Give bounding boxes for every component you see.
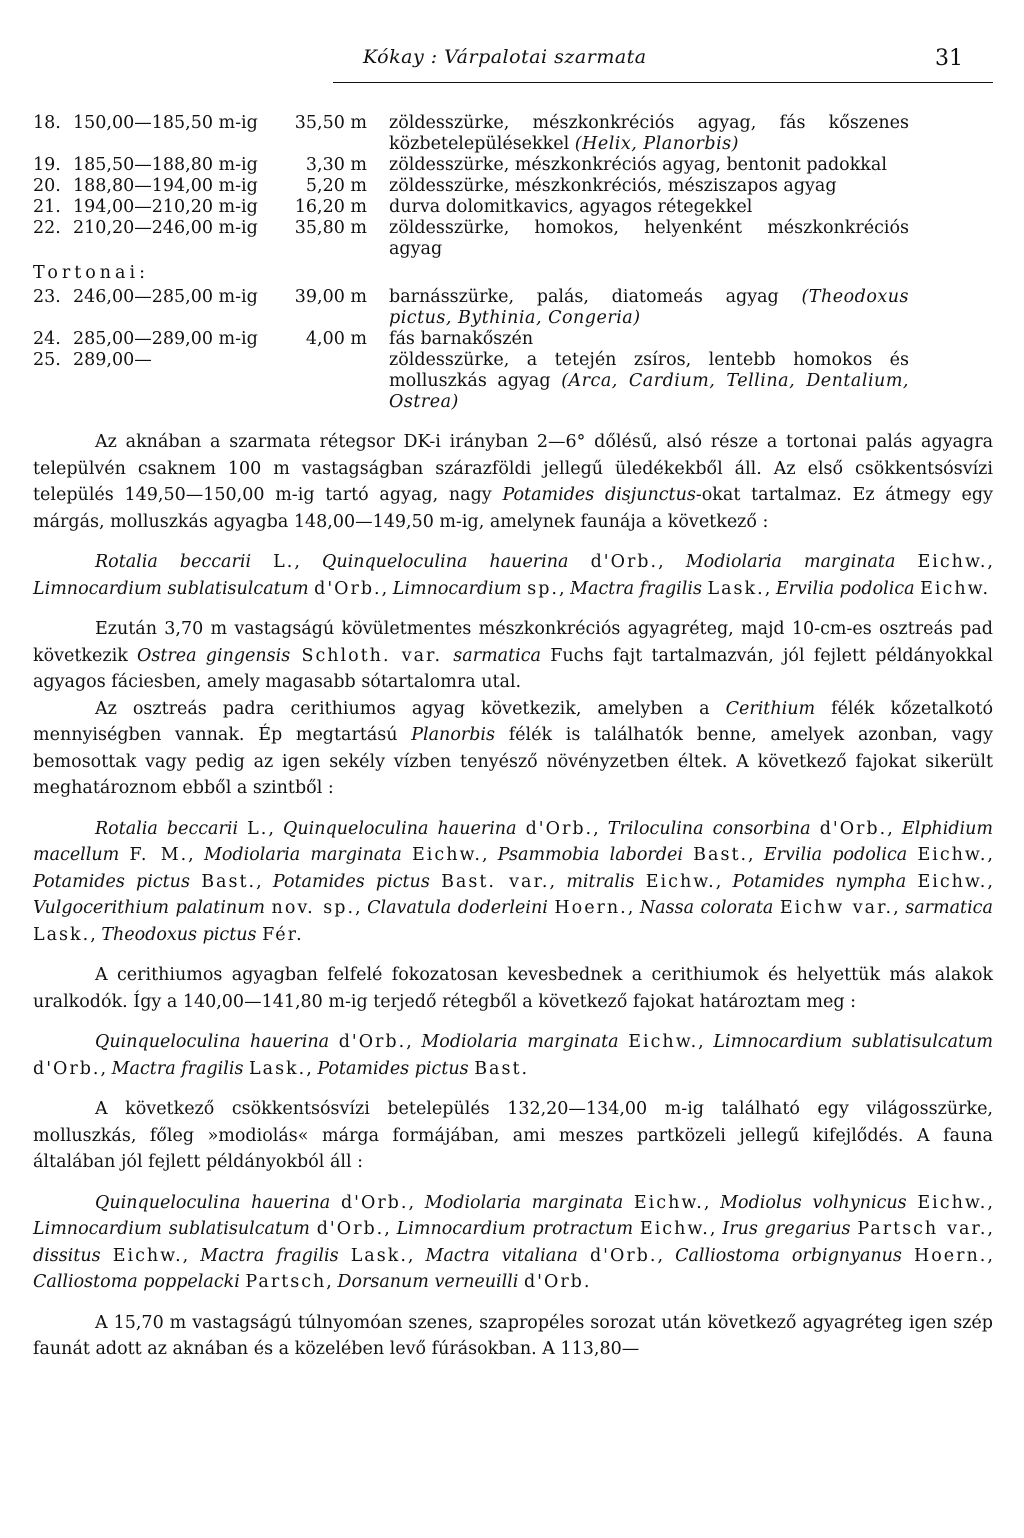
text-run: Ezután 3,70 m vastagságú kövületmentes mészkonkréciós agyagréteg, majd 10-cm-es osztreás pad következik bbox=[33, 619, 993, 666]
layer-description-text: zöldesszürke, mészkonkréciós agyag, bentonit padokkal bbox=[389, 155, 887, 175]
author-name: Bast. bbox=[693, 845, 749, 865]
author-name: Eichw. bbox=[917, 871, 988, 892]
layer-row bbox=[33, 350, 993, 413]
layer-row bbox=[33, 155, 993, 176]
text-run: Fuchs fajt tartalmazván, jól fejlett példányokkal agyagos fáciesben, amely magasabb sótartalomra utal. bbox=[33, 645, 993, 692]
species-name: Potamides disjunctus bbox=[502, 485, 696, 505]
layer-depth-range: 188,80—194,00 m-ig bbox=[73, 176, 258, 196]
species-name: dissitus bbox=[33, 1245, 101, 1266]
species-name: Cerithium bbox=[725, 698, 816, 719]
species-list: Quinqueloculina hauerina d'Orb., Modiolaria marginata Eichw., Limnocardium sublatisulcatum d'Orb., Mactra fragilis Lask., Potamides pictus Bast. bbox=[33, 1032, 993, 1079]
species-name: Mactra fragilis bbox=[111, 1058, 244, 1079]
paragraph: A 15,70 m vastagságú túlnyomóan szenes, szapropéles sorozat után következő agyagréteg igen szép faunát adott az aknában és a közelében levő fúrásokban. A 113,80— bbox=[33, 1312, 993, 1359]
author-name: Eichw. bbox=[412, 845, 482, 865]
layer-depth-range: 150,00—185,50 m-ig bbox=[73, 113, 258, 133]
layer-row bbox=[33, 197, 993, 218]
paragraph bbox=[33, 696, 993, 802]
species-name: Quinqueloculina hauerina bbox=[95, 1032, 330, 1052]
paragraph bbox=[33, 429, 993, 535]
species-name: Dorsanum verneuilli bbox=[337, 1272, 519, 1292]
species-name: Mactra vitaliana bbox=[425, 1245, 578, 1266]
species-name: Calliostoma poppelacki bbox=[33, 1272, 240, 1292]
species-name: Ervilia podolica bbox=[775, 578, 915, 599]
species-name: Ervilia podolica bbox=[763, 845, 908, 865]
layer-thickness: 4,00 m bbox=[305, 329, 367, 349]
layer-depth-range: 285,00—289,00 m-ig bbox=[73, 329, 258, 349]
author-name: nov. sp. bbox=[271, 898, 356, 918]
species-list: Rotalia beccarii L., Quinqueloculina hauerina d'Orb., Triloculina consorbina d'Orb., Elphidium macellum F. M., Modiolaria marginata Eichw., Psammobia labordei Bast., Ervilia podolica Eichw., Potamides pictus Bast., Potamides pictus Bast. var., mitralis Eichw., Potamides nympha Eichw., Vulgocerithium palatinum nov. sp., Clavatula doderleini Hoern., Nassa colorata Eichw var., sarmatica Lask., Theodoxus pictus Fér. bbox=[33, 818, 993, 945]
species-name: Calliostoma orbignyanus bbox=[675, 1245, 902, 1266]
species-name: Limnocardium protractum bbox=[396, 1219, 634, 1239]
layer-thickness: 35,80 m bbox=[294, 218, 367, 238]
layer-description-text: fás barnakőszén bbox=[389, 329, 534, 349]
page bbox=[33, 40, 993, 1363]
layer-description bbox=[389, 176, 909, 197]
species-name: Planorbis bbox=[411, 725, 496, 745]
species-name: Potamides pictus bbox=[317, 1058, 469, 1079]
species-name: Ostrea gingensis bbox=[137, 645, 291, 666]
layer-thickness: 5,20 m bbox=[305, 176, 367, 196]
author-name: Lask. bbox=[707, 578, 765, 599]
author-name: d'Orb. bbox=[525, 818, 594, 839]
author-name: d'Orb. bbox=[33, 1058, 101, 1079]
layer-description bbox=[389, 218, 909, 260]
paragraph bbox=[33, 616, 993, 696]
layer-row bbox=[33, 287, 993, 329]
author-name: d'Orb. bbox=[819, 818, 888, 839]
species-name: Quinqueloculina hauerina bbox=[95, 1192, 331, 1213]
layer-number: 20. bbox=[33, 176, 61, 196]
layer-table bbox=[33, 113, 993, 413]
species-name: Vulgocerithium palatinum bbox=[33, 898, 265, 918]
author-name: Eichw. bbox=[920, 578, 991, 599]
layer-number: 23. bbox=[33, 287, 61, 307]
layer-number: 24. bbox=[33, 329, 61, 349]
page-number: 31 bbox=[935, 46, 963, 71]
author-name: F. M. bbox=[129, 845, 189, 865]
layer-number: 18. bbox=[33, 113, 61, 133]
author-name: Bast. bbox=[201, 871, 257, 892]
layer-depth-range: 194,00—210,20 m-ig bbox=[73, 197, 258, 217]
author-name: Partsch var. bbox=[857, 1219, 988, 1239]
author-name: L. bbox=[247, 818, 269, 839]
layer-description bbox=[389, 155, 909, 176]
author-name: d'Orb. bbox=[589, 1245, 658, 1266]
species-name: Potamides nympha bbox=[732, 871, 907, 892]
author-name: Eichw. bbox=[917, 845, 988, 865]
species-name: Clavatula doderleini bbox=[367, 898, 548, 918]
layer-description-text: zöldesszürke, mészkonkréciós, mésziszapos agyag bbox=[389, 176, 837, 196]
layer-row bbox=[33, 218, 993, 260]
species-name: sarmatica bbox=[905, 898, 993, 918]
author-name: d'Orb. bbox=[590, 552, 659, 572]
species-name: Rotalia beccarii bbox=[95, 552, 252, 572]
species-name: Potamides pictus bbox=[272, 871, 430, 892]
species-name: Modiolaria marginata bbox=[203, 845, 402, 865]
species-name: Triloculina consorbina bbox=[607, 818, 811, 839]
species-name: Modiolaria marginata bbox=[424, 1192, 624, 1213]
species-name: Limnocardium sublatisulcatum bbox=[713, 1032, 993, 1052]
author-name: L. bbox=[273, 552, 295, 572]
species-name: Quinqueloculina hauerina bbox=[283, 818, 517, 839]
text-run: félék is találhatók benne, amelyek azonban, vagy bemosottak vagy pedig az igen sekély vízben tenyésző növényzetben éltek. A következő fajokat sikerült meghatároznom ebből a szintből : bbox=[33, 725, 993, 798]
layer-thickness: 16,20 m bbox=[294, 197, 367, 217]
author-name: d'Orb. bbox=[340, 1192, 409, 1213]
species-name: Potamides pictus bbox=[33, 871, 190, 892]
layer-depth-range: 246,00—285,00 m-ig bbox=[73, 287, 258, 307]
author-name: d'Orb. bbox=[523, 1272, 592, 1292]
layer-thickness: 35,50 m bbox=[294, 113, 367, 133]
author-name: Fér. bbox=[262, 924, 304, 945]
species-name: Nassa colorata bbox=[639, 898, 774, 918]
author-name: Eichw var. bbox=[779, 898, 894, 918]
text-run: -okat tartalmaz. Ez átmegy egy márgás, molluszkás agyagba 148,00—149,50 m-ig, amelynek faunája a következő : bbox=[33, 485, 993, 532]
page-header bbox=[333, 40, 993, 83]
layer-description bbox=[389, 113, 909, 155]
author-name: Bast. bbox=[474, 1058, 530, 1079]
author-name: Eichw. bbox=[639, 1219, 710, 1239]
author-name: Eichw. bbox=[112, 1245, 183, 1266]
author-name: Hoern. bbox=[914, 1245, 988, 1266]
text-run: félék kőzetalkotó mennyiségben vannak. Ép megtartású bbox=[33, 698, 993, 745]
body-text bbox=[33, 429, 993, 1363]
layer-fossils: (Helix, Planorbis) bbox=[574, 134, 739, 154]
layer-number: 21. bbox=[33, 197, 61, 217]
species-name: Modiolus volhynicus bbox=[720, 1192, 907, 1213]
layer-row bbox=[33, 176, 993, 197]
author-name: Eichw. bbox=[645, 871, 716, 892]
text-run: Az osztreás padra cerithiumos agyag következik, amelyben a bbox=[95, 698, 726, 719]
layer-thickness: 39,00 m bbox=[294, 287, 367, 307]
layer-description bbox=[389, 329, 909, 350]
text-run: Az aknában a szarmata rétegsor DK-i irányban 2—6° dőlésű, alsó része a tortonai palás agyagra települvén csaknem 100 m vastagságban szárazföldi jellegű üledékekből áll. Az első csökkentsósvízi település 149,50—150,00 m-ig tartó agyag, nagy bbox=[33, 432, 993, 505]
species-name: Rotalia beccarii bbox=[95, 818, 239, 839]
author-name: Partsch bbox=[245, 1272, 327, 1292]
layer-description bbox=[389, 197, 909, 218]
author-name: Eichw. bbox=[633, 1192, 704, 1213]
layer-depth-range: 185,50—188,80 m-ig bbox=[73, 155, 258, 175]
layer-row bbox=[33, 113, 993, 155]
running-title: Kókay : Várpalotai szarmata bbox=[363, 46, 647, 68]
species-name: Limnocardium sublatisulcatum bbox=[33, 1219, 310, 1239]
layer-description bbox=[389, 350, 909, 413]
paragraph: A cerithiumos agyagban felfelé fokozatosan kevesbednek a cerithiumok és helyettük más alakok uralkodók. Így a 140,00—141,80 m-ig terjedő rétegből a következő fajokat határoztam meg : bbox=[33, 965, 993, 1012]
species-name: Irus gregarius bbox=[722, 1219, 851, 1239]
author-name: Bast. var. bbox=[441, 871, 550, 892]
species-name: Limnocardium sublatisulcatum bbox=[33, 578, 309, 599]
layer-number: 22. bbox=[33, 218, 61, 238]
layer-number: 19. bbox=[33, 155, 61, 175]
author-name: Eichw. bbox=[917, 552, 988, 572]
species-name: Mactra fragilis bbox=[200, 1245, 339, 1266]
species-list: Quinqueloculina hauerina d'Orb., Modiolaria marginata Eichw., Modiolus volhynicus Eichw., Limnocardium sublatisulcatum d'Orb., Limnocardium protractum Eichw., Irus gregarius Partsch var., dissitus Eichw., Mactra fragilis Lask., Mactra vitaliana d'Orb., Calliostoma orbignyanus Hoern., Calliostoma poppelacki Partsch, Dorsanum verneuilli d'Orb. bbox=[33, 1192, 993, 1292]
layer-fossils: (Arca, Cardium, Tellina, Dentalium, Ostrea) bbox=[389, 371, 909, 412]
species-name: Limnocardium bbox=[392, 578, 522, 599]
layer-description bbox=[389, 287, 909, 329]
author-name: Hoern. bbox=[554, 898, 628, 918]
species-list: Rotalia beccarii L., Quinqueloculina hauerina d'Orb., Modiolaria marginata Eichw., Limnocardium sublatisulcatum d'Orb., Limnocardium sp., Mactra fragilis Lask., Ervilia podolica Eichw. bbox=[33, 552, 993, 599]
layer-number: 25. bbox=[33, 350, 61, 370]
species-name: sarmatica bbox=[453, 645, 541, 666]
layer-description-text: barnásszürke, palás, diatomeás agyag bbox=[389, 287, 779, 307]
species-name: Modiolaria marginata bbox=[685, 552, 896, 572]
author-name: Lask. bbox=[249, 1058, 307, 1079]
layer-row bbox=[33, 329, 993, 350]
author-name: Eichw. bbox=[628, 1032, 699, 1052]
stage-heading-tortonai: Tortonai: bbox=[33, 263, 149, 283]
author-name: Eichw. bbox=[917, 1192, 988, 1213]
paragraph: A következő csökkentsósvízi betelepülés 132,20—134,00 m-ig található egy világosszürke, molluszkás, főleg »modiolás« márga formájában, ami meszes partközeli jellegű kifejlődés. A fauna általában jól fejlett példányokból áll : bbox=[33, 1099, 993, 1172]
author-name: d'Orb. bbox=[316, 1219, 385, 1239]
layer-depth-range: 210,20—246,00 m-ig bbox=[73, 218, 258, 238]
layer-fossils: (Theodoxus pictus, Bythinia, Congeria) bbox=[389, 287, 909, 328]
species-name: Elphidium macellum bbox=[33, 818, 993, 865]
author-name: d'Orb. bbox=[314, 578, 382, 599]
layer-description-text: durva dolomitkavics, agyagos rétegekkel bbox=[389, 197, 753, 217]
layer-thickness: 3,30 m bbox=[305, 155, 367, 175]
species-name: Psammobia labordei bbox=[497, 845, 683, 865]
author-name: d'Orb. bbox=[338, 1032, 407, 1052]
layer-description-text: zöldesszürke, mészkonkréciós agyag, fás kőszenes közbetelepülésekkel bbox=[389, 113, 909, 154]
layer-depth-range: 289,00— bbox=[73, 350, 152, 370]
layer-description-text: zöldesszürke, homokos, helyenként mészkonkréciós agyag bbox=[389, 218, 909, 259]
author-name: Lask. bbox=[350, 1245, 408, 1266]
layer-description-text: zöldesszürke, a tetején zsíros, lentebb homokos és molluszkás agyag bbox=[389, 350, 909, 391]
author-name: Lask. bbox=[33, 924, 91, 945]
species-name: mitralis bbox=[566, 871, 635, 892]
author-name: sp. bbox=[527, 578, 559, 599]
species-name: Theodoxus pictus bbox=[101, 924, 257, 945]
author-name: Schloth. var. bbox=[290, 645, 454, 666]
species-name: Mactra fragilis bbox=[570, 578, 702, 599]
species-name: Modiolaria marginata bbox=[421, 1032, 619, 1052]
species-name: Quinqueloculina hauerina bbox=[321, 552, 569, 572]
